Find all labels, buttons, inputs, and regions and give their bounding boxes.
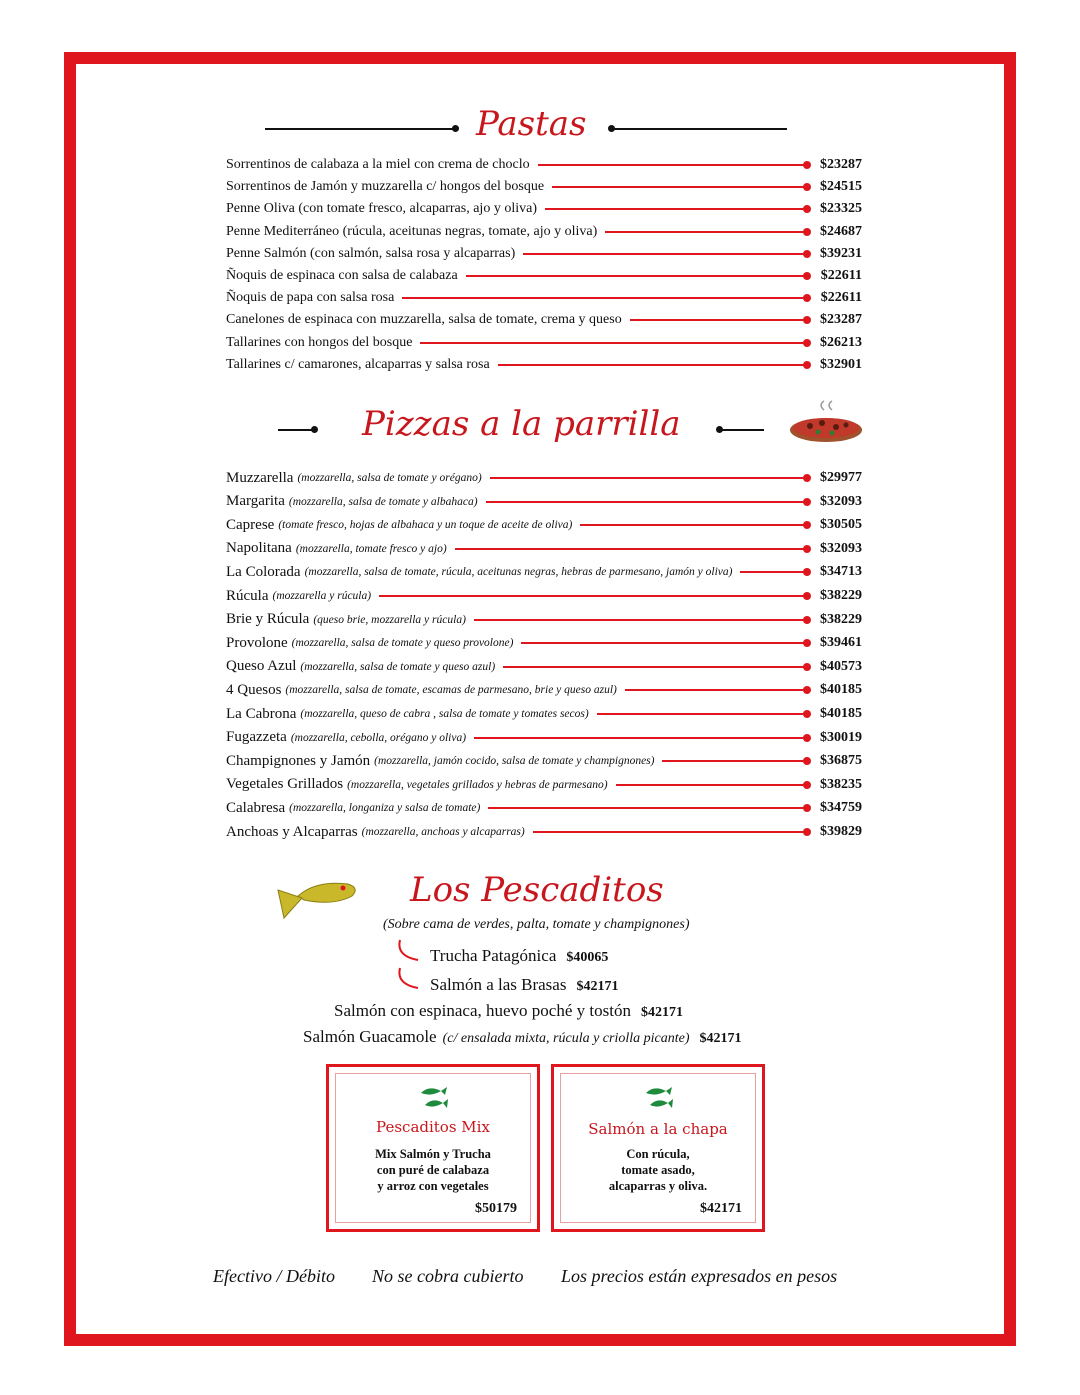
fish-item-trucha <box>430 946 608 966</box>
item-price: $40185 <box>820 682 862 698</box>
footer-currency: Los precios están expresados en pesos <box>561 1266 838 1286</box>
leader-line <box>605 231 808 233</box>
leader-line <box>552 186 808 188</box>
box-line: Mix Salmón y Trucha <box>375 1147 491 1161</box>
pizza-row <box>226 632 862 654</box>
leader-line <box>490 477 808 479</box>
leader-line <box>597 713 808 715</box>
pasta-row <box>226 332 862 354</box>
pizza-row <box>226 585 862 607</box>
item-price: $39829 <box>820 824 862 839</box>
leader-line <box>616 784 808 786</box>
item-price: $23287 <box>820 312 862 328</box>
leader-line <box>662 760 808 762</box>
item-price: $42171 <box>699 1031 742 1046</box>
item-description: (mozzarella, salsa de tomate y queso provolone) <box>291 637 514 650</box>
item-price: $32093 <box>820 540 862 556</box>
item-description: (mozzarella, jamón cocido, salsa de tomate y champignones) <box>374 755 655 768</box>
pizza-row <box>226 491 862 513</box>
item-price: $39461 <box>820 635 862 651</box>
item-name: La Colorada <box>226 563 301 580</box>
item-name: Trucha Patagónica <box>430 946 557 965</box>
item-description: (mozzarella, queso de cabra , salsa de tomate y tomates secos) <box>300 708 589 720</box>
item-price: $32093 <box>820 493 862 509</box>
item-name: Penne Mediterráneo (rúcula, aceitunas negras, tomate, ajo y oliva) <box>226 223 598 239</box>
leader-line <box>402 297 808 299</box>
pizza-row <box>226 609 862 631</box>
box-title: Salmón a la chapa <box>588 1120 728 1138</box>
box-line: alcaparras y oliva. <box>608 1179 708 1193</box>
item-price: $30019 <box>820 729 862 745</box>
item-price: $38229 <box>820 588 862 603</box>
item-price: $29977 <box>820 470 862 485</box>
divider-dot <box>452 125 459 132</box>
divider-line <box>611 128 787 130</box>
pizza-row <box>226 679 862 701</box>
fish-item-salmon-espinaca <box>334 1001 683 1021</box>
item-price: $38235 <box>820 776 862 792</box>
pasta-row <box>226 265 862 287</box>
divider-dot <box>311 426 318 433</box>
pizza-row <box>226 656 862 678</box>
leader-line <box>420 342 808 344</box>
leader-line <box>455 548 808 550</box>
item-price: $40573 <box>820 658 862 674</box>
item-name: La Cabrona <box>226 705 297 722</box>
leader-line <box>379 595 808 597</box>
leader-line <box>503 666 808 668</box>
section-title-pastas: Pastas <box>476 104 587 144</box>
item-name: Tallarines c/ camarones, alcaparras y salsa rosa <box>226 356 490 372</box>
item-name: Salmón Guacamole <box>303 1027 437 1046</box>
item-description: (tomate fresco, hojas de albahaca y un toque de aceite de oliva) <box>278 519 573 532</box>
item-name: Fugazzeta <box>226 729 287 746</box>
item-price: $38229 <box>820 611 862 627</box>
leader-line <box>580 524 808 526</box>
pizza-row <box>226 774 862 796</box>
leader-line <box>523 253 808 255</box>
section-title-pescaditos: Los Pescaditos <box>410 870 664 910</box>
item-name: Salmón con espinaca, huevo poché y tostón <box>334 1001 631 1020</box>
item-name: Margarita <box>226 493 285 510</box>
item-price: $39231 <box>820 245 862 261</box>
item-description: (c/ ensalada mixta, rúcula y criolla picante) <box>442 1031 690 1046</box>
item-description: (mozzarella, salsa de tomate y orégano) <box>297 472 482 484</box>
pizza-row <box>226 514 862 536</box>
leader-line <box>474 737 808 739</box>
special-box-pescaditos-mix <box>326 1064 540 1232</box>
box-line: tomate asado, <box>621 1163 695 1177</box>
item-name: Sorrentinos de calabaza a la miel con crema de choclo <box>226 157 530 172</box>
item-price: $42171 <box>576 979 619 994</box>
item-name: Ñoquis de espinaca con salsa de calabaza <box>226 268 458 283</box>
divider-line <box>278 429 314 431</box>
item-description: (mozzarella, longaniza y salsa de tomate) <box>289 802 481 815</box>
item-name: Sorrentinos de Jamón y muzzarella c/ hongos del bosque <box>226 179 545 195</box>
fish-icon <box>276 878 360 922</box>
item-name: Rúcula <box>226 587 269 604</box>
pizza-row <box>226 750 862 772</box>
item-price: $40185 <box>820 706 862 721</box>
special-box-salmon-chapa <box>551 1064 765 1232</box>
pasta-row <box>226 154 862 176</box>
box-price: $50179 <box>475 1201 517 1216</box>
item-price: $23325 <box>820 201 862 217</box>
leader-line <box>545 208 808 210</box>
item-name: 4 Quesos <box>226 681 282 698</box>
box-price: $42171 <box>700 1201 742 1216</box>
pasta-row <box>226 198 862 220</box>
item-name: Vegetales Grillados <box>226 776 344 793</box>
item-description: (mozzarella, tomate fresco y ajo) <box>295 542 447 555</box>
item-description: (mozzarella, salsa de tomate y albahaca) <box>288 495 478 508</box>
item-price: $26213 <box>820 334 862 350</box>
item-description: (mozzarella, salsa de tomate y queso azul) <box>300 660 496 673</box>
pescaditos-subtitle: (Sobre cama de verdes, palta, tomate y champignones) <box>383 917 690 932</box>
fish-item-salmon-guacamole <box>303 1027 742 1047</box>
leader-line <box>533 831 808 833</box>
footer-payment: Efectivo / Débito <box>213 1266 335 1286</box>
pasta-row <box>226 287 862 309</box>
pasta-row <box>226 354 862 376</box>
item-name: Brie y Rúcula <box>226 611 310 628</box>
two-fish-icon <box>417 1085 449 1113</box>
bracket-connector <box>392 938 422 994</box>
pasta-row <box>226 243 862 265</box>
box-title: Pescaditos Mix <box>376 1118 490 1136</box>
section-title-pizzas: Pizzas a la parrilla <box>362 404 681 444</box>
pizza-row <box>226 797 862 819</box>
pasta-row <box>226 221 862 243</box>
leader-line <box>521 642 808 644</box>
item-price: $24515 <box>820 179 862 195</box>
item-price: $34759 <box>820 800 862 816</box>
item-price: $22611 <box>820 268 862 283</box>
item-name: Penne Salmón (con salmón, salsa rosa y alcaparras) <box>226 245 516 261</box>
leader-line <box>630 319 808 321</box>
leader-line <box>740 571 808 573</box>
item-price: $42171 <box>640 1005 683 1020</box>
pizza-row <box>226 703 862 725</box>
footer-cover: No se cobra cubierto <box>372 1266 524 1286</box>
box-line: Con rúcula, <box>626 1147 690 1161</box>
item-price: $23287 <box>820 157 862 172</box>
pizza-row <box>226 561 862 583</box>
divider-line <box>719 429 764 431</box>
item-price: $30505 <box>820 517 862 533</box>
item-description: (mozzarella, vegetales grillados y hebras de parmesano) <box>347 778 608 791</box>
leader-line <box>498 364 808 366</box>
item-description: (mozzarella, salsa de tomate, escamas de parmesano, brie y queso azul) <box>285 684 617 697</box>
item-price: $34713 <box>820 564 862 580</box>
item-price: $22611 <box>820 290 862 306</box>
item-name: Calabresa <box>226 799 286 816</box>
item-name: Anchoas y Alcaparras <box>226 823 358 840</box>
leader-line <box>538 164 808 166</box>
pizza-row <box>226 821 862 843</box>
pizza-row <box>226 538 862 560</box>
box-line: con puré de calabaza <box>376 1163 490 1177</box>
item-description: (queso brie, mozzarella y rúcula) <box>313 613 466 626</box>
leader-line <box>625 689 808 691</box>
item-price: $32901 <box>820 356 862 372</box>
divider-line <box>265 128 455 130</box>
pizza-row <box>226 727 862 749</box>
leader-line <box>466 275 808 277</box>
leader-line <box>488 807 808 809</box>
item-price: $40065 <box>566 950 609 965</box>
fish-item-salmon-brasas <box>430 975 618 995</box>
item-description: (mozzarella, salsa de tomate, rúcula, aceitunas negras, hebras de parmesano, jamón y oliva) <box>304 566 733 579</box>
item-name: Napolitana <box>226 540 292 557</box>
item-name: Queso Azul <box>226 658 297 675</box>
pizza-icon <box>788 398 864 446</box>
two-fish-icon <box>642 1085 674 1113</box>
box-line: y arroz con vegetales <box>377 1179 489 1193</box>
item-name: Penne Oliva (con tomate fresco, alcaparras, ajo y oliva) <box>226 201 537 217</box>
item-description: (mozzarella y rúcula) <box>272 590 372 602</box>
item-name: Provolone <box>226 634 288 651</box>
item-description: (mozzarella, anchoas y alcaparras) <box>361 826 525 838</box>
item-name: Champignones y Jamón <box>226 752 371 769</box>
item-name: Caprese <box>226 516 275 533</box>
item-name: Muzzarella <box>226 469 294 486</box>
pizza-row <box>226 467 862 489</box>
item-name: Salmón a las Brasas <box>430 975 567 994</box>
item-price: $24687 <box>820 223 862 239</box>
item-name: Ñoquis de papa con salsa rosa <box>226 290 395 306</box>
pasta-row <box>226 176 862 198</box>
item-description: (mozzarella, cebolla, orégano y oliva) <box>290 731 467 744</box>
item-name: Canelones de espinaca con muzzarella, salsa de tomate, crema y queso <box>226 312 622 328</box>
leader-line <box>474 619 808 621</box>
item-name: Tallarines con hongos del bosque <box>226 334 413 350</box>
item-price: $36875 <box>820 753 862 769</box>
leader-line <box>486 501 808 503</box>
pasta-row <box>226 309 862 331</box>
